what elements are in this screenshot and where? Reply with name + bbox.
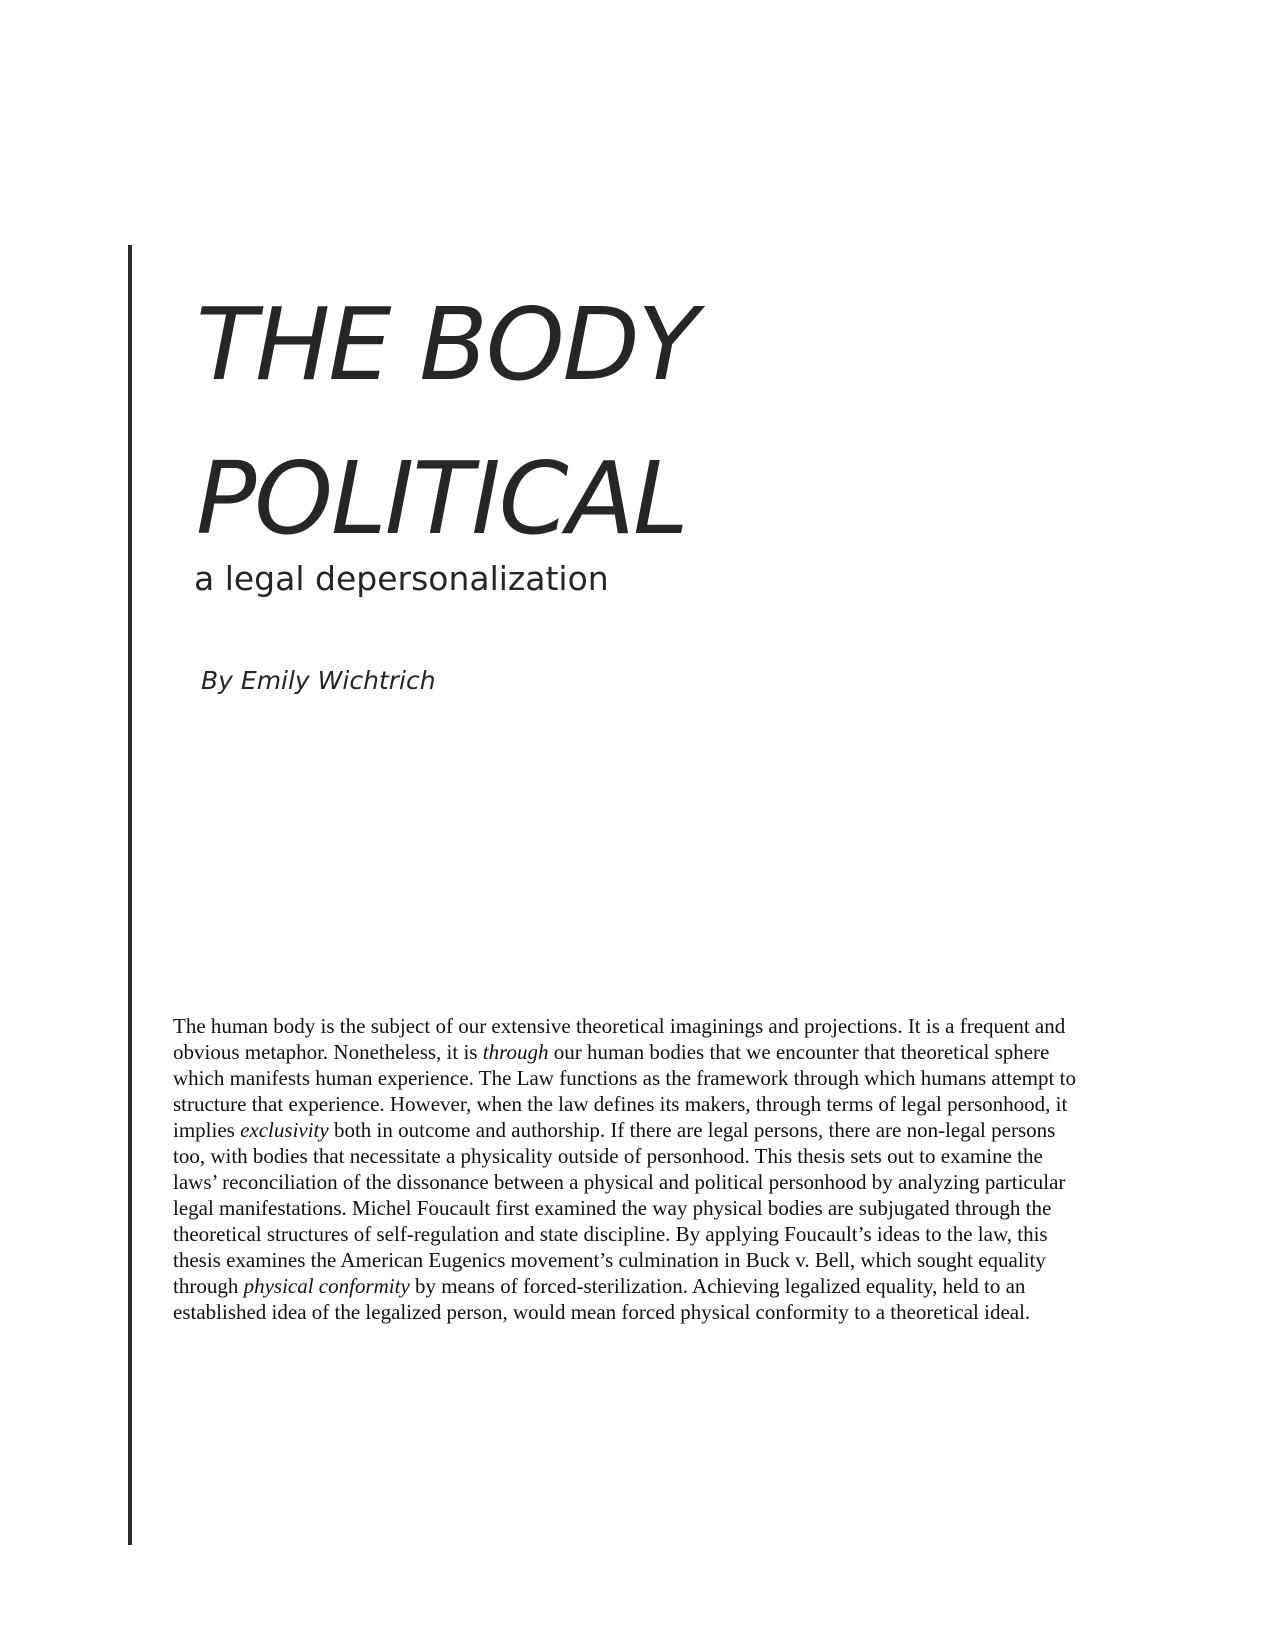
abstract-line: which manifests human experience. The Law functions as the framework through which humans attempt to [173,1066,1076,1090]
abstract-line: legal manifestations. Michel Foucault first examined the way physical bodies are subjugated through the [173,1196,1052,1220]
abstract-line: obvious metaphor. Nonetheless, it is through our human bodies that we encounter that theoretical sphere [173,1040,1050,1064]
abstract-line: implies exclusivity both in outcome and authorship. If there are legal persons, there are non-legal persons [173,1118,1056,1142]
author-byline: By Emily Wichtrich [201,666,436,695]
emphasis-physical-conformity: physical conformity [243,1274,410,1298]
emphasis-through: through [482,1040,549,1064]
abstract-line: structure that experience. However, when the law defines its makers, through terms of legal personhood, it [173,1092,1068,1116]
abstract-line: The human body is the subject of our extensive theoretical imaginings and projections. It is a frequent and [173,1014,1066,1038]
abstract-line: theoretical structures of self-regulation and state discipline. By applying Foucault’s ideas to the law, this [173,1222,1048,1246]
title-line-2: POLITICAL [196,440,687,557]
emphasis-exclusivity: exclusivity [240,1118,329,1142]
abstract [173,1013,1153,1325]
document-subtitle: a legal depersonalization [194,559,609,598]
abstract-line: too, with bodies that necessitate a physicality outside of personhood. This thesis sets out to examine the [173,1144,1043,1168]
abstract-line: laws’ reconciliation of the dissonance between a physical and political personhood by analyzing particular [173,1170,1066,1194]
abstract-line: through physical conformity by means of forced-sterilization. Achieving legalized equality, held to an [173,1274,1026,1298]
vertical-rule [128,245,132,1545]
title-line-1: THE BODY [196,286,697,403]
abstract-line: established idea of the legalized person, would mean forced physical conformity to a theoretical ideal. [173,1300,1031,1324]
document-title [196,268,697,576]
abstract-line: thesis examines the American Eugenics movement’s culmination in Buck v. Bell, which sought equality [173,1248,1046,1272]
